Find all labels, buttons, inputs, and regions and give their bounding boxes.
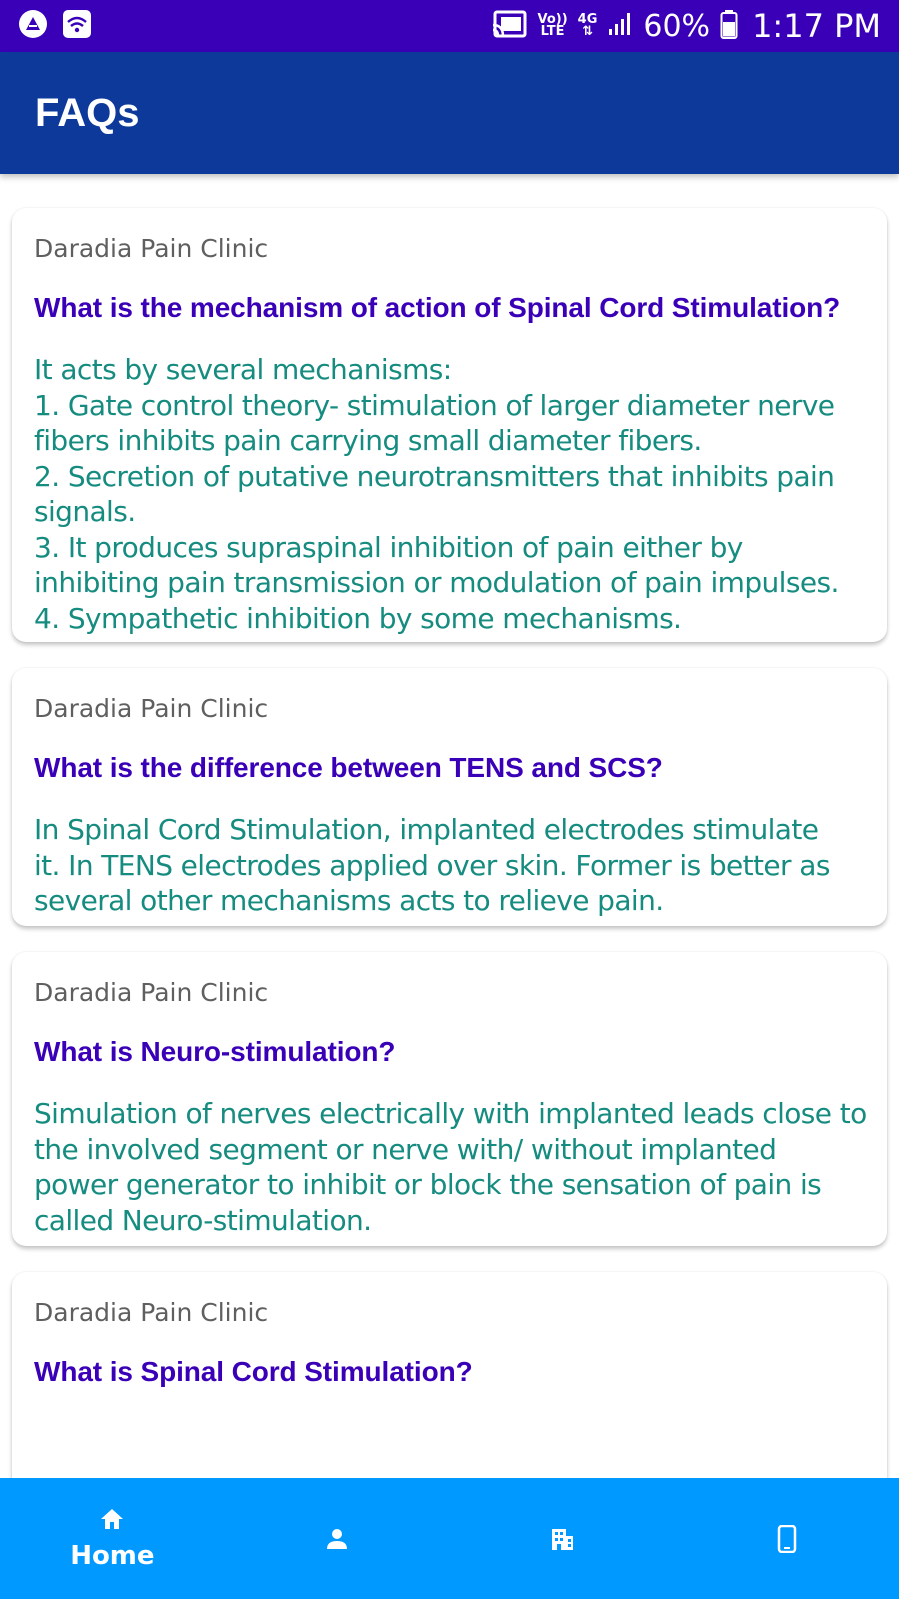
faq-answer: Simulation of nerves electrically with implanted leads close to the involved segment or nerve with/ without implanted power generator to inhibit or block the sensation of pain is called Neuro-stimulation. [34,1097,867,1237]
building-icon [549,1526,575,1552]
faq-question: What is the difference between TENS and SCS? [34,752,663,783]
bottom-navigation [0,1478,899,1599]
nav-contact[interactable] [674,1478,899,1599]
person-icon [325,1527,349,1551]
app-notification-icon [18,9,48,44]
clock: 1:17 PM [752,7,881,45]
faq-card[interactable] [12,668,887,926]
faq-answer: It acts by several mechanisms: 1. Gate control theory- stimulation of larger diameter nerve fibers inhibits pain carrying small diameter fibers. 2. Secretion of putative neurotransmitters that inhibits pain signals. 3. It produces supraspinal inhibition of pain either by inhibiting pain transmission or modulation of pain impulses. 4. Sympathetic inhibition by some mechanisms. [34,353,839,635]
faq-question: What is Neuro-stimulation? [34,1036,396,1067]
battery-icon [720,9,738,43]
faq-source: Daradia Pain Clinic [34,1298,269,1327]
faq-question: What is the mechanism of action of Spinal Cord Stimulation? [34,292,841,323]
faq-card[interactable] [12,1272,887,1478]
faq-source: Daradia Pain Clinic [34,978,269,1007]
faq-card[interactable] [12,952,887,1246]
nav-profile[interactable] [225,1478,450,1599]
nav-clinic[interactable] [450,1478,675,1599]
network-type-icon: 4G ⇅ [577,12,598,39]
cast-icon [491,9,527,43]
phone-icon [777,1525,797,1553]
page-title: FAQs [35,90,140,135]
home-icon [99,1507,125,1531]
faq-answer: In Spinal Cord Stimulation, implanted electrodes stimulate it. In TENS electrodes applied over skin. Former is better as several other mechanisms acts to relieve pain. [34,813,830,917]
faq-source: Daradia Pain Clinic [34,694,269,723]
volte-top-text: Vo)) [537,12,568,27]
battery-percent: 60% [643,8,711,44]
faq-list[interactable] [0,174,899,1478]
app-bar [0,52,899,174]
nav-home-label: Home [70,1540,155,1571]
wifi-icon [62,9,92,44]
signal-icon [607,11,633,41]
volte-bottom-text: LTE [540,24,565,39]
nav-home[interactable] [0,1478,225,1599]
faq-question: What is Spinal Cord Stimulation? [34,1356,473,1387]
volte-icon [537,14,567,38]
faq-source: Daradia Pain Clinic [34,234,269,263]
faq-card[interactable] [12,208,887,642]
network-type-text: 4G [577,12,598,27]
status-bar [0,0,899,52]
